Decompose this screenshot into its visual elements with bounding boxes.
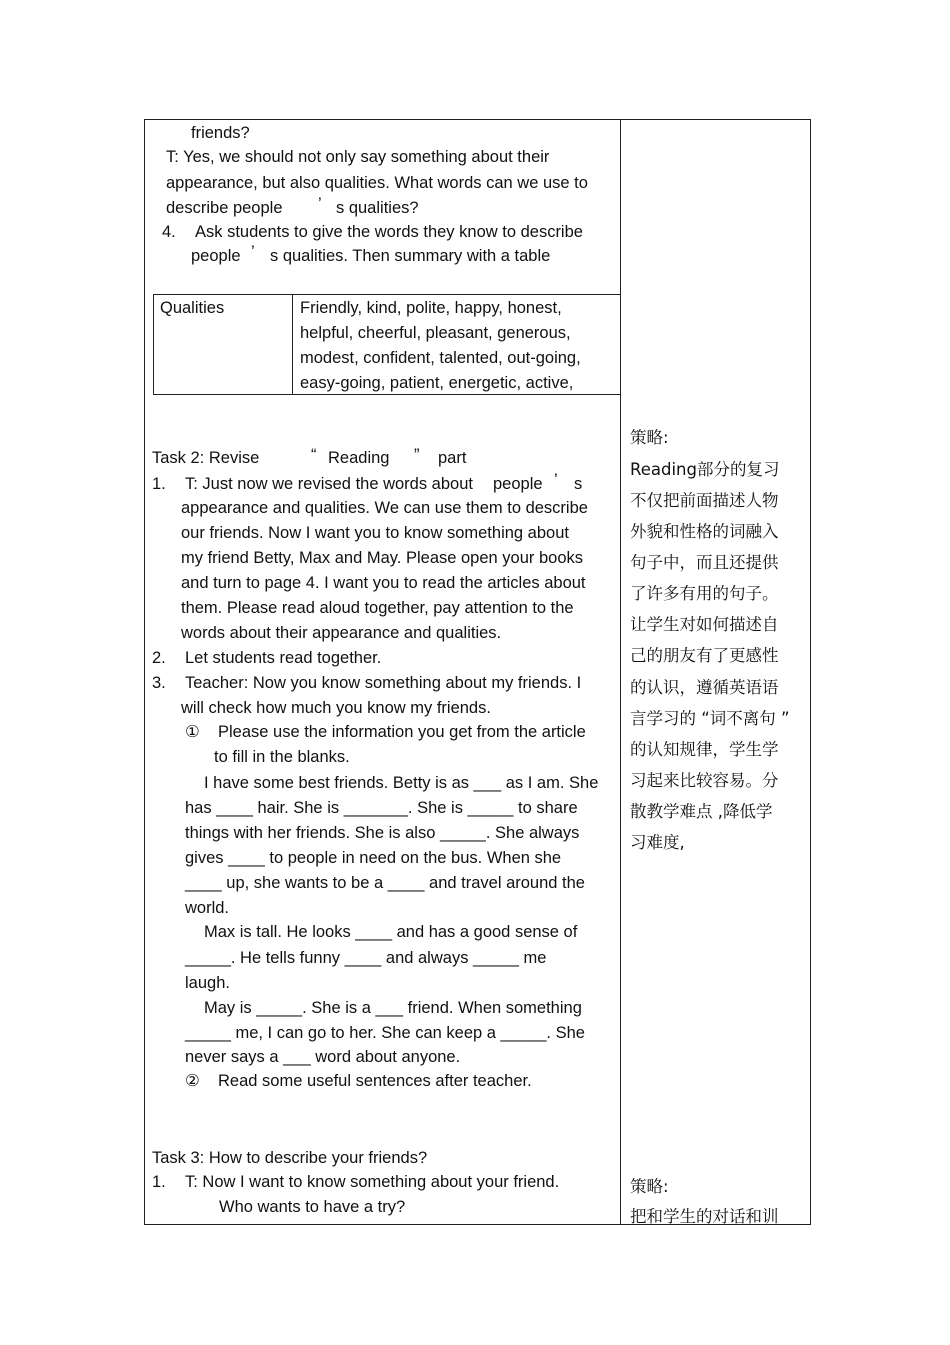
task-heading: Reading xyxy=(328,449,390,467)
text-line: to fill in the blanks. xyxy=(214,748,350,766)
text-line: things with her friends. She is also _____. She always xyxy=(185,824,580,842)
strategy-line: 己的朋友有了更感性 xyxy=(630,646,779,665)
strategy-line: 把和学生的对话和训 xyxy=(630,1207,779,1226)
qualities-value: Friendly, kind, polite, happy, honest, xyxy=(300,299,562,317)
strategy-line: 外貌和性格的词融入 xyxy=(630,522,779,541)
text-line: describe people xyxy=(166,199,283,217)
text-line: friends? xyxy=(191,124,250,142)
apostrophe: ’ xyxy=(554,471,558,489)
text-line: May is _____. She is a ___ friend. When something xyxy=(204,999,582,1017)
text-line: Ask students to give the words they know to describe xyxy=(195,223,583,241)
apostrophe: ’ xyxy=(318,195,322,213)
text-line: _____ me, I can go to her. She can keep a _____. She xyxy=(185,1024,585,1042)
strategy-line: 言学习的 “词不离句 ” xyxy=(630,709,790,728)
text-line: Who wants to have a try? xyxy=(219,1198,406,1216)
list-number: 1. xyxy=(152,1173,166,1191)
strategy-line: 散教学难点 ,降低学 xyxy=(630,802,773,821)
text-line: Max is tall. He looks ____ and has a good sense of xyxy=(204,923,578,941)
text-line: will check how much you know my friends. xyxy=(181,699,491,717)
qualities-table-divider xyxy=(292,294,293,395)
text-line: them. Please read aloud together, pay attention to the xyxy=(181,599,574,617)
quote-mark: “ xyxy=(311,446,317,464)
text-line: T: Just now we revised the words about xyxy=(185,475,473,493)
circled-number: ① xyxy=(185,723,200,741)
qualities-value: easy-going, patient, energetic, active, xyxy=(300,374,574,392)
column-divider xyxy=(620,119,621,1225)
text-line: and turn to page 4. I want you to read the articles about xyxy=(181,574,586,592)
strategy-line: 让学生对如何描述自 xyxy=(630,615,779,634)
text-line: laugh. xyxy=(185,974,230,992)
strategy-line: Reading部分的复习 xyxy=(630,460,780,479)
strategy-heading: 策略: xyxy=(630,428,669,447)
quote-mark: ” xyxy=(414,446,420,464)
qualities-value: helpful, cheerful, pleasant, generous, xyxy=(300,324,571,342)
text-line: appearance, but also qualities. What words can we use to xyxy=(166,174,588,192)
text-line: world. xyxy=(185,899,230,917)
qualities-value: modest, confident, talented, out-going, xyxy=(300,349,581,367)
circled-number: ② xyxy=(185,1072,200,1090)
text-line: appearance and qualities. We can use them to describe xyxy=(181,499,588,517)
text-line: words about their appearance and qualities. xyxy=(181,624,502,642)
text-line: my friend Betty, Max and May. Please open your books xyxy=(181,549,584,567)
task-heading: Task 3: How to describe your friends? xyxy=(152,1149,428,1167)
strategy-heading: 策略: xyxy=(630,1177,669,1196)
text-line: I have some best friends. Betty is as ___ as I am. She xyxy=(204,774,599,792)
strategy-line: 了许多有用的句子。 xyxy=(630,584,779,603)
text-line: never says a ___ word about anyone. xyxy=(185,1048,461,1066)
strategy-line: 不仅把前面描述人物 xyxy=(630,491,779,510)
text-line: ____ up, she wants to be a ____ and travel around the xyxy=(185,874,585,892)
text-line: has ____ hair. She is _______. She is _____ to share xyxy=(185,799,578,817)
text-line: s qualities. Then summary with a table xyxy=(270,247,551,265)
strategy-line: 习难度, xyxy=(630,833,685,852)
text-line: Read some useful sentences after teacher. xyxy=(218,1072,532,1090)
text-line: T: Yes, we should not only say something about their xyxy=(166,148,550,166)
apostrophe: ’ xyxy=(251,243,255,261)
strategy-line: 的认识，遵循英语语 xyxy=(630,678,779,697)
strategy-line: 习起来比较容易。分 xyxy=(630,771,779,790)
text-line: gives ____ to people in need on the bus. When she xyxy=(185,849,562,867)
list-number: 2. xyxy=(152,649,166,667)
text-line: Let students read together. xyxy=(185,649,382,667)
strategy-line: 句子中，而且还提供 xyxy=(630,553,779,572)
text-line: Teacher: Now you know something about my friends. I xyxy=(185,674,582,692)
text-line: s qualities? xyxy=(336,199,419,217)
task-heading: Task 2: Revise xyxy=(152,449,260,467)
qualities-label: Qualities xyxy=(160,299,225,317)
list-number: 4. xyxy=(162,223,176,241)
list-number: 3. xyxy=(152,674,166,692)
text-line: people xyxy=(493,475,543,493)
text-line: s xyxy=(574,475,583,493)
text-line: Please use the information you get from the article xyxy=(218,723,586,741)
text-line: T: Now I want to know something about your friend. xyxy=(185,1173,560,1191)
text-line: people xyxy=(191,247,241,265)
strategy-line: 的认知规律，学生学 xyxy=(630,740,779,759)
text-line: _____. He tells funny ____ and always _____ me xyxy=(185,949,547,967)
list-number: 1. xyxy=(152,475,166,493)
task-heading: part xyxy=(438,449,467,467)
text-line: our friends. Now I want you to know something about xyxy=(181,524,569,542)
